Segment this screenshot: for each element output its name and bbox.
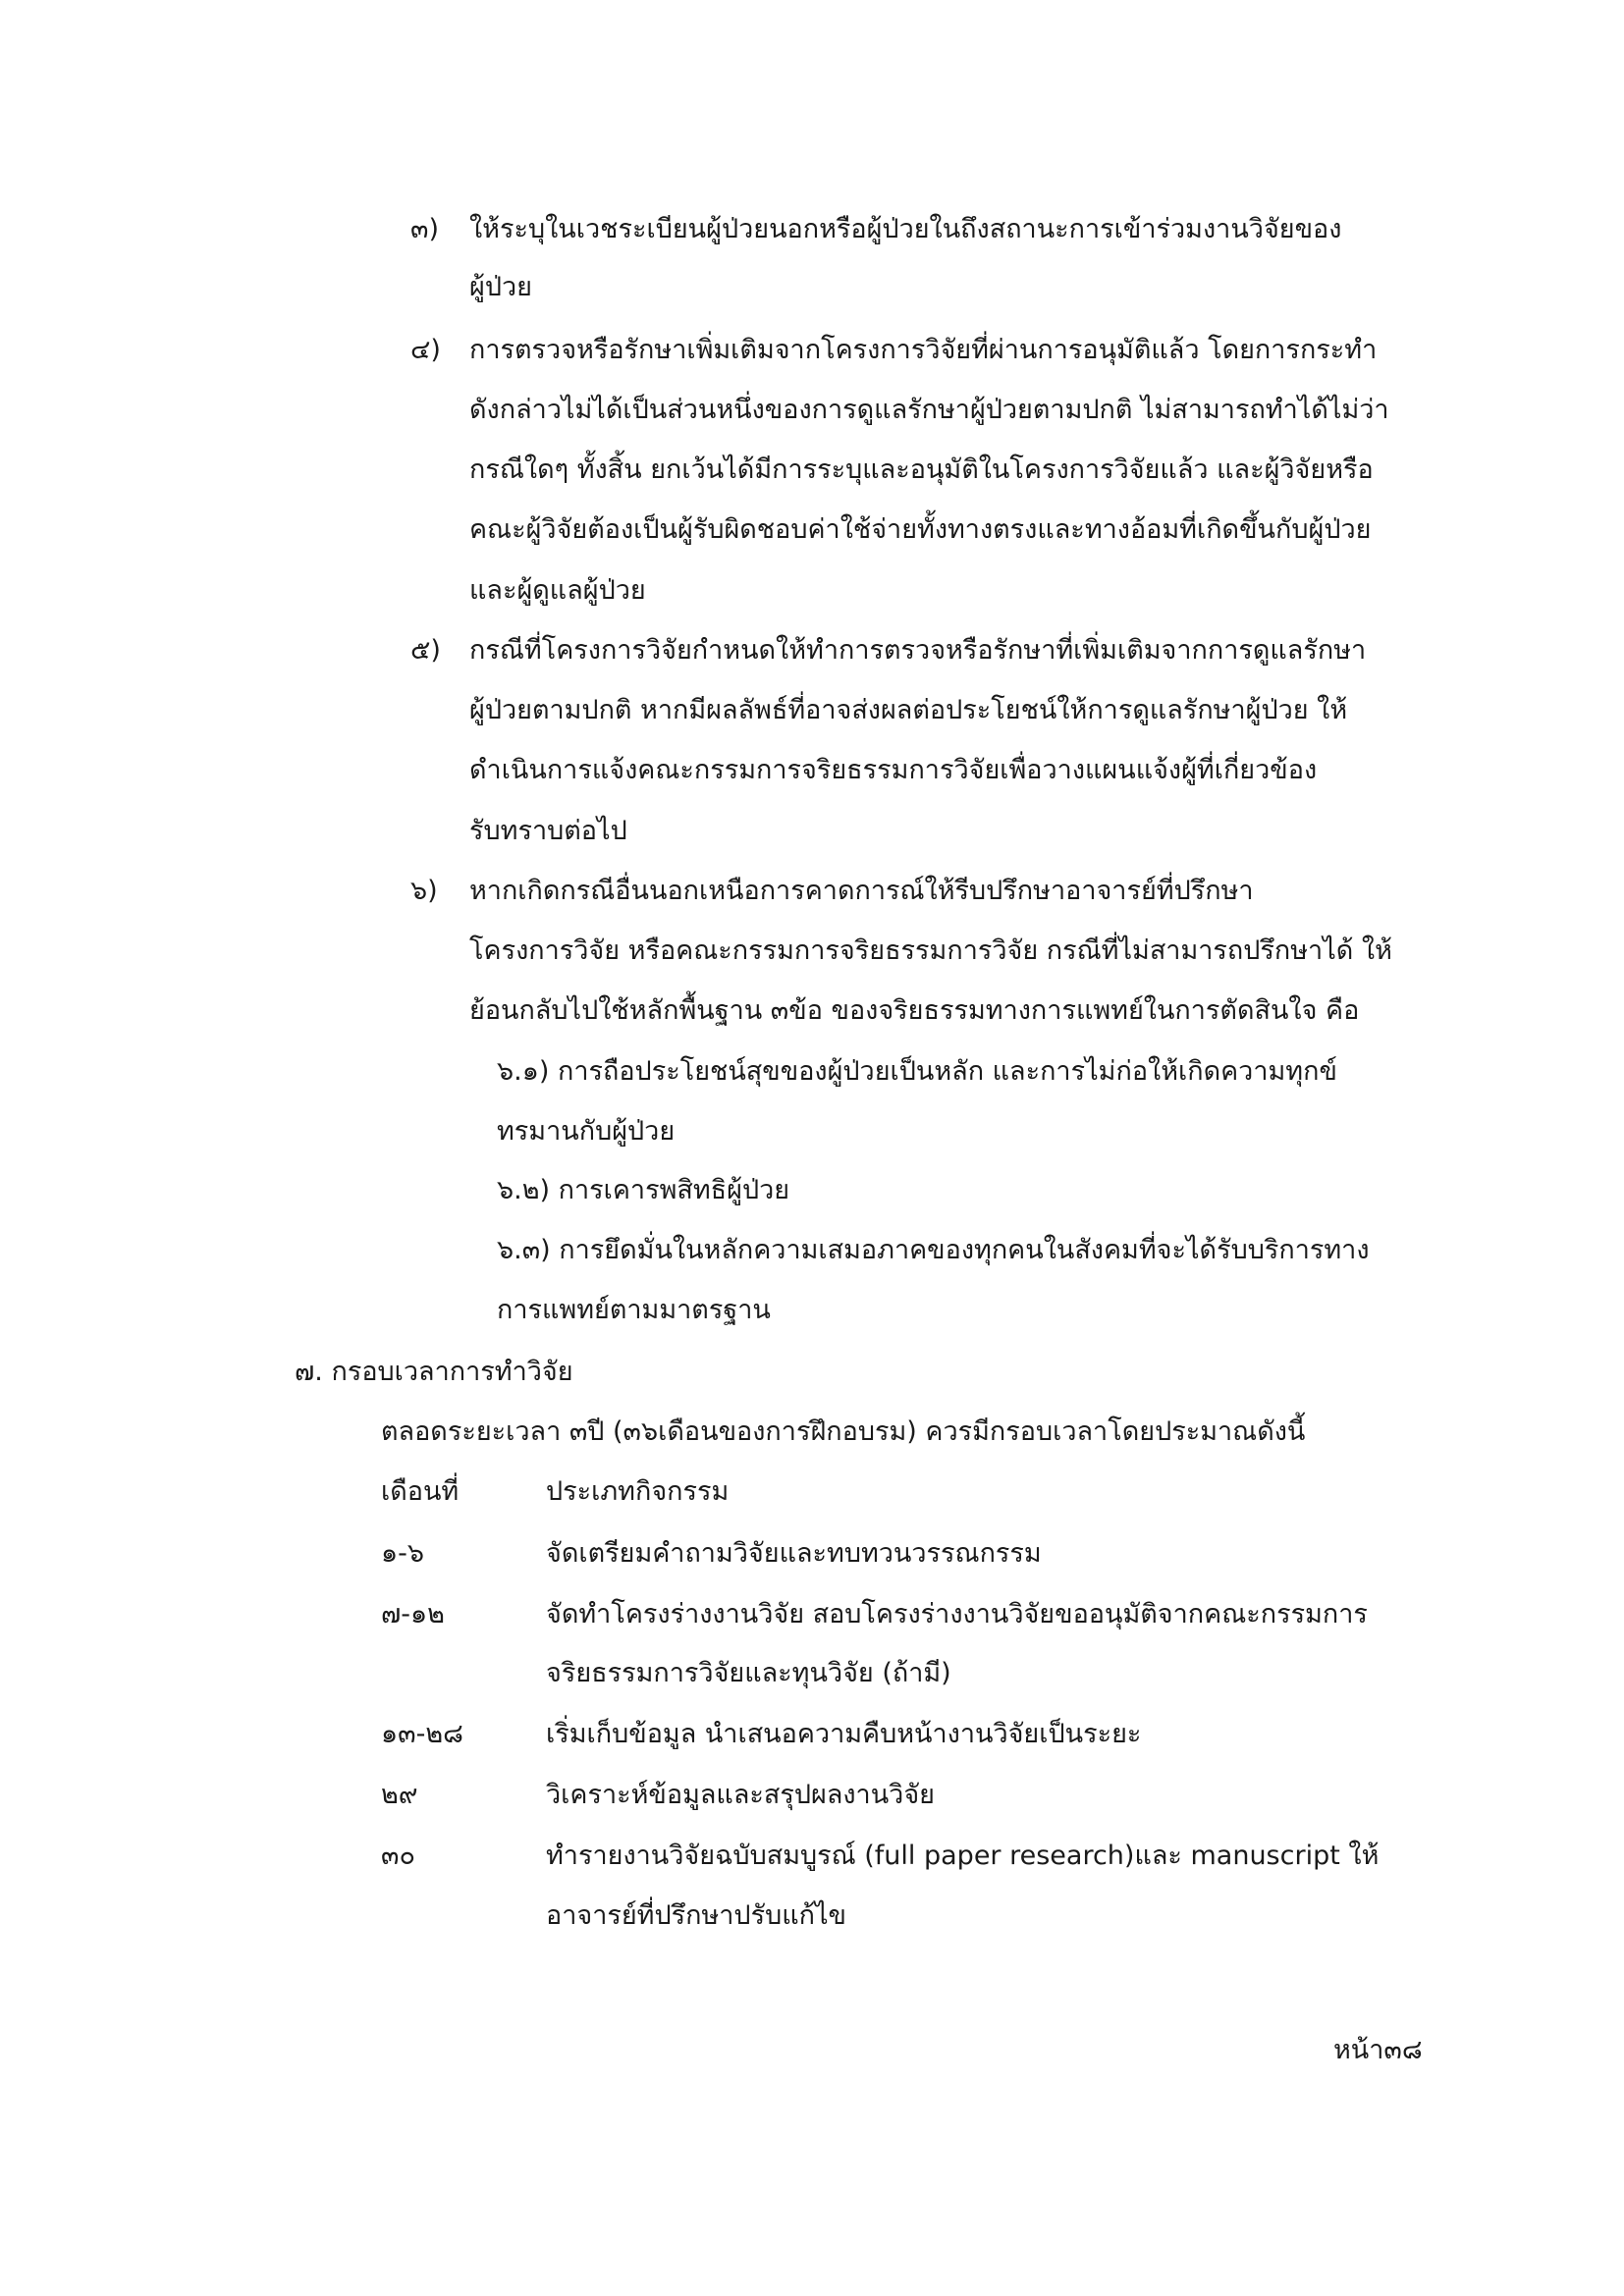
subitem-6-3-line-2: การแพทย์ตามมาตรฐาน bbox=[497, 1295, 771, 1325]
item-6-line-2: โครงการวิจัย หรือคณะกรรมการจริยธรรมการวิจัย กรณีที่ไม่สามารถปรึกษาได้ ให้ bbox=[469, 935, 1392, 966]
item-5-line-1: กรณีที่โครงการวิจัยกำหนดให้ทำการตรวจหรือรักษาที่เพิ่มเติมจากการดูแลรักษา bbox=[469, 635, 1367, 666]
item-5-line-3: ดำเนินการแจ้งคณะกรรมการจริยธรรมการวิจัยเพื่อวางแผนแจ้งผู้ที่เกี่ยวข้อง bbox=[469, 755, 1318, 785]
section-7-intro: ตลอดระยะเวลา ๓ปี (๓๖เดือนของการฝึกอบรม) ควรมีกรอบเวลาโดยประมาณดังนี้ bbox=[381, 1416, 1306, 1447]
timeline-row-activity-continued: อาจารย์ที่ปรึกษาปรับแก้ไข bbox=[546, 1900, 846, 1931]
subitem-6-3-line-1: ๖.๓) การยึดมั่นในหลักความเสมอภาคของทุกคนในสังคมที่จะได้รับบริการทาง bbox=[497, 1235, 1370, 1265]
section-7-heading: ๗. กรอบเวลาการทำวิจัย bbox=[295, 1357, 573, 1387]
item-4-line-2: ดังกล่าวไม่ได้เป็นส่วนหนึ่งของการดูแลรักษาผู้ป่วยตามปกติ ไม่สามารถทำได้ไม่ว่า bbox=[469, 395, 1389, 425]
timeline-row-activity-continued: จริยธรรมการวิจัยและทุนวิจัย (ถ้ามี) bbox=[546, 1658, 951, 1688]
item-4-line-1: การตรวจหรือรักษาเพิ่มเติมจากโครงการวิจัยที่ผ่านการอนุมัติแล้ว โดยการกระทำ bbox=[469, 335, 1378, 365]
item-number-5: ๕) bbox=[410, 635, 441, 666]
timeline-row-month: ๑๓-๒๘ bbox=[381, 1719, 463, 1749]
subitem-6-1-line-1: ๖.๑) การถือประโยชน์สุขของผู้ป่วยเป็นหลัก และการไม่ก่อให้เกิดความทุกข์ bbox=[497, 1056, 1337, 1087]
item-number-6: ๖) bbox=[410, 876, 438, 906]
timeline-row-activity: เริ่มเก็บข้อมูล นำเสนอความคืบหน้างานวิจัยเป็นระยะ bbox=[546, 1719, 1142, 1749]
timeline-row-month: ๓๐ bbox=[381, 1841, 415, 1871]
item-5-line-4: รับทราบต่อไป bbox=[469, 816, 627, 846]
timeline-header-month: เดือนที่ bbox=[381, 1476, 460, 1507]
subitem-6-2: ๖.๒) การเคารพสิทธิผู้ป่วย bbox=[497, 1175, 790, 1205]
timeline-row-month: ๗-๑๒ bbox=[381, 1599, 445, 1629]
timeline-row-month: ๑-๖ bbox=[381, 1538, 425, 1569]
item-4-line-3: กรณีใดๆ ทั้งสิ้น ยกเว้นได้มีการระบุและอนุมัติในโครงการวิจัยแล้ว และผู้วิจัยหรือ bbox=[469, 454, 1374, 485]
item-3-line-1: ให้ระบุในเวชระเบียนผู้ป่วยนอกหรือผู้ป่วยในถึงสถานะการเข้าร่วมงานวิจัยของ bbox=[469, 214, 1342, 244]
item-number-3: ๓) bbox=[410, 214, 439, 244]
timeline-row-activity: จัดเตรียมคำถามวิจัยและทบทวนวรรณกรรม bbox=[546, 1538, 1042, 1569]
item-3-line-2: ผู้ป่วย bbox=[469, 272, 532, 302]
item-5-line-2: ผู้ป่วยตามปกติ หากมีผลลัพธ์ที่อาจส่งผลต่อประโยชน์ให้การดูแลรักษาผู้ป่วย ให้ bbox=[469, 695, 1348, 725]
item-4-line-4: คณะผู้วิจัยต้องเป็นผู้รับผิดชอบค่าใช้จ่ายทั้งทางตรงและทางอ้อมที่เกิดขึ้นกับผู้ป่วย bbox=[469, 514, 1372, 545]
item-4-line-5: และผู้ดูแลผู้ป่วย bbox=[469, 575, 646, 606]
subitem-6-1-line-2: ทรมานกับผู้ป่วย bbox=[497, 1116, 676, 1147]
timeline-header-activity: ประเภทกิจกรรม bbox=[546, 1476, 730, 1507]
item-6-line-1: หากเกิดกรณีอื่นนอกเหนือการคาดการณ์ให้รีบปรึกษาอาจารย์ที่ปรึกษา bbox=[469, 876, 1254, 906]
page-number: หน้า๓๘ bbox=[1333, 2035, 1423, 2065]
timeline-row-activity: จัดทำโครงร่างงานวิจัย สอบโครงร่างงานวิจัยขออนุมัติจากคณะกรรมการ bbox=[546, 1599, 1368, 1629]
timeline-row-activity: ทำรายงานวิจัยฉบับสมบูรณ์ (full paper research)และ manuscript ให้ bbox=[546, 1841, 1380, 1871]
item-number-4: ๔) bbox=[410, 335, 441, 365]
timeline-row-month: ๒๙ bbox=[381, 1780, 418, 1810]
item-6-line-3: ย้อนกลับไปใช้หลักพื้นฐาน ๓ข้อ ของจริยธรรมทางการแพทย์ในการตัดสินใจ คือ bbox=[469, 995, 1360, 1026]
timeline-row-activity: วิเคราะห์ข้อมูลและสรุปผลงานวิจัย bbox=[546, 1780, 935, 1810]
